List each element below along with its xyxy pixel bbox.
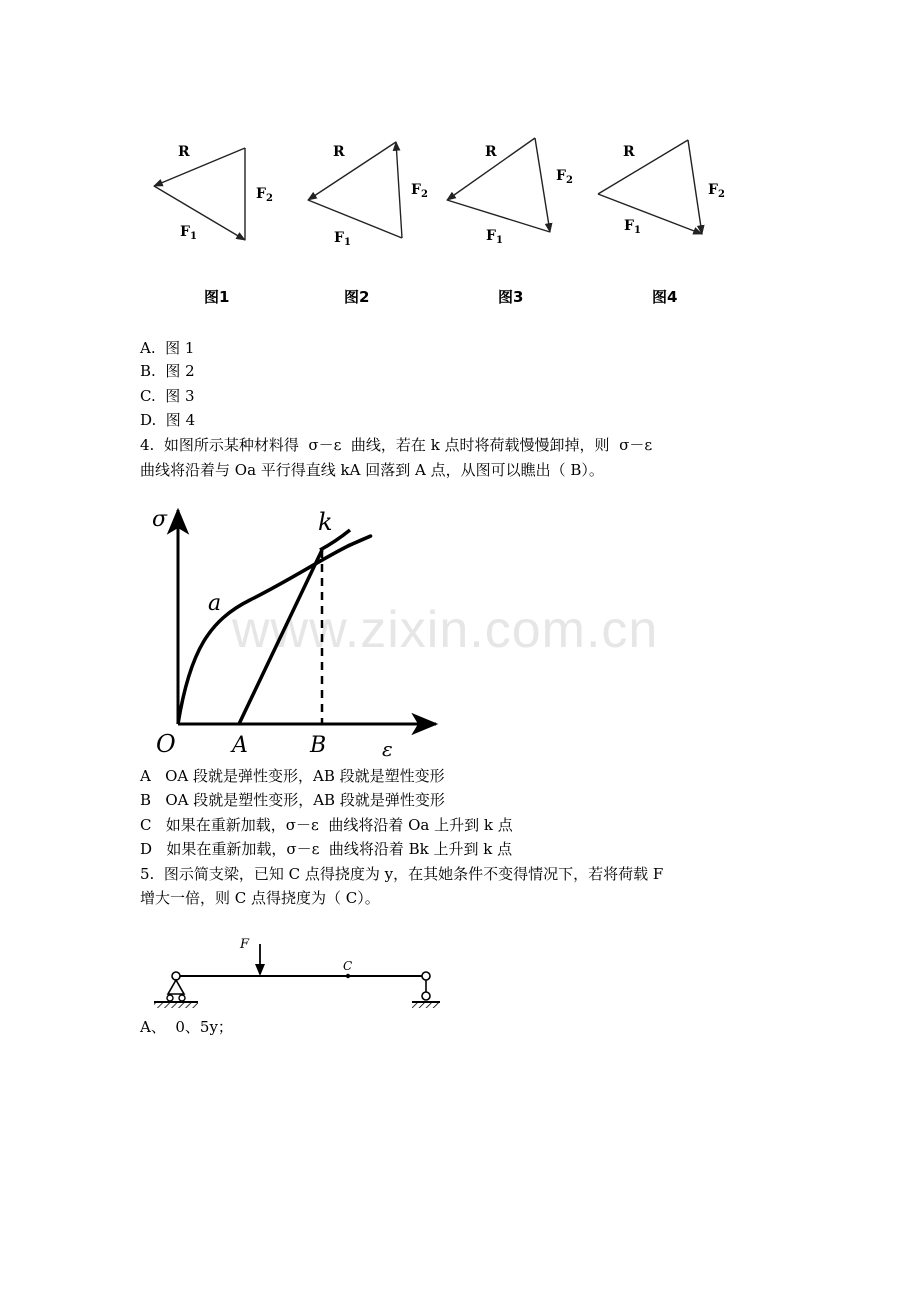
caption-figure-4: 图4 xyxy=(652,288,678,306)
triangle-1-r-label: R xyxy=(178,144,190,160)
triangle-1 xyxy=(154,148,245,240)
q5-question-line-2: 增大一倍，则 C 点得挠度为（ C）。 xyxy=(140,889,380,907)
q4-option-a: A OA 段就是弹性变形，AB 段就是塑性变形 xyxy=(140,767,445,785)
triangle-1-f2-label: $F_2$ xyxy=(256,186,273,204)
triangle-4-f2-label: $F_2$ xyxy=(708,182,725,200)
triangle-2 xyxy=(308,142,402,238)
q3-option-c: C. 图 3 xyxy=(140,387,195,405)
triangle-4-r-label: R xyxy=(623,144,635,160)
caption-figure-2: 图2 xyxy=(344,288,370,306)
triangle-4-f1-label: $F_1$ xyxy=(624,218,641,236)
triangle-2-r-label: R xyxy=(333,144,345,160)
point-c-marker xyxy=(346,974,350,978)
triangle-3-f1-label: $F_1$ xyxy=(486,228,503,246)
right-roller-support xyxy=(412,972,440,1008)
q4-question-line-2: 曲线将沿着与 Oa 平行得直线 kA 回落到 A 点，从图可以瞧出（ B）。 xyxy=(140,461,604,479)
q5-option-a: A、 0、5y； xyxy=(140,1018,233,1036)
triangle-3 xyxy=(447,138,550,232)
simply-supported-beam-figure xyxy=(150,930,450,1015)
q3-option-b: B. 图 2 xyxy=(140,362,195,380)
left-pin-support xyxy=(154,972,198,1008)
caption-figure-1: 图1 xyxy=(204,288,230,306)
triangle-1-f1-label: $F_1$ xyxy=(180,224,197,242)
stress-strain-curve xyxy=(178,536,371,724)
unloading-line-ka xyxy=(239,550,322,724)
triangle-2-f1-label: $F_1$ xyxy=(334,230,351,248)
q4-question-line-1: 4. 如图所示某种材料得 σ－ε 曲线，若在 k 点时将荷载慢慢卸掉，则 σ－ε xyxy=(140,436,653,454)
q4-option-b: B OA 段就是塑性变形，AB 段就是弹性变形 xyxy=(140,791,445,809)
stress-strain-graph xyxy=(140,500,460,762)
caption-figure-3: 图3 xyxy=(498,288,524,306)
origin-label: O xyxy=(156,730,176,758)
point-k-label: k xyxy=(318,508,333,536)
q5-question-line-1: 5. 图示简支梁，已知 C 点得挠度为 y，在其她条件不变得情况下，若将荷载 F xyxy=(140,865,664,883)
load-f-label: F xyxy=(240,937,250,952)
force-triangles-figure xyxy=(140,130,740,270)
point-A-label: A xyxy=(232,733,248,758)
q3-option-a: A. 图 1 xyxy=(140,339,195,357)
q4-option-d: D 如果在重新加载，σ－ε 曲线将沿着 Bk 上升到 k 点 xyxy=(140,840,513,858)
epsilon-axis-label: ε xyxy=(382,737,393,761)
triangle-2-f2-label: $F_2$ xyxy=(411,182,428,200)
q4-option-c: C 如果在重新加载，σ－ε 曲线将沿着 Oa 上升到 k 点 xyxy=(140,816,513,834)
point-a-label: a xyxy=(208,591,222,616)
point-B-label: B xyxy=(310,733,327,758)
triangle-3-f2-label: $F_2$ xyxy=(556,168,573,186)
triangle-4 xyxy=(598,140,702,234)
sigma-axis-label: σ xyxy=(152,507,168,532)
point-c-label: C xyxy=(343,959,353,973)
watermark: www.zixin.com.cn xyxy=(232,601,659,659)
triangle-3-r-label: R xyxy=(485,144,497,160)
q3-option-d: D. 图 4 xyxy=(140,411,196,429)
